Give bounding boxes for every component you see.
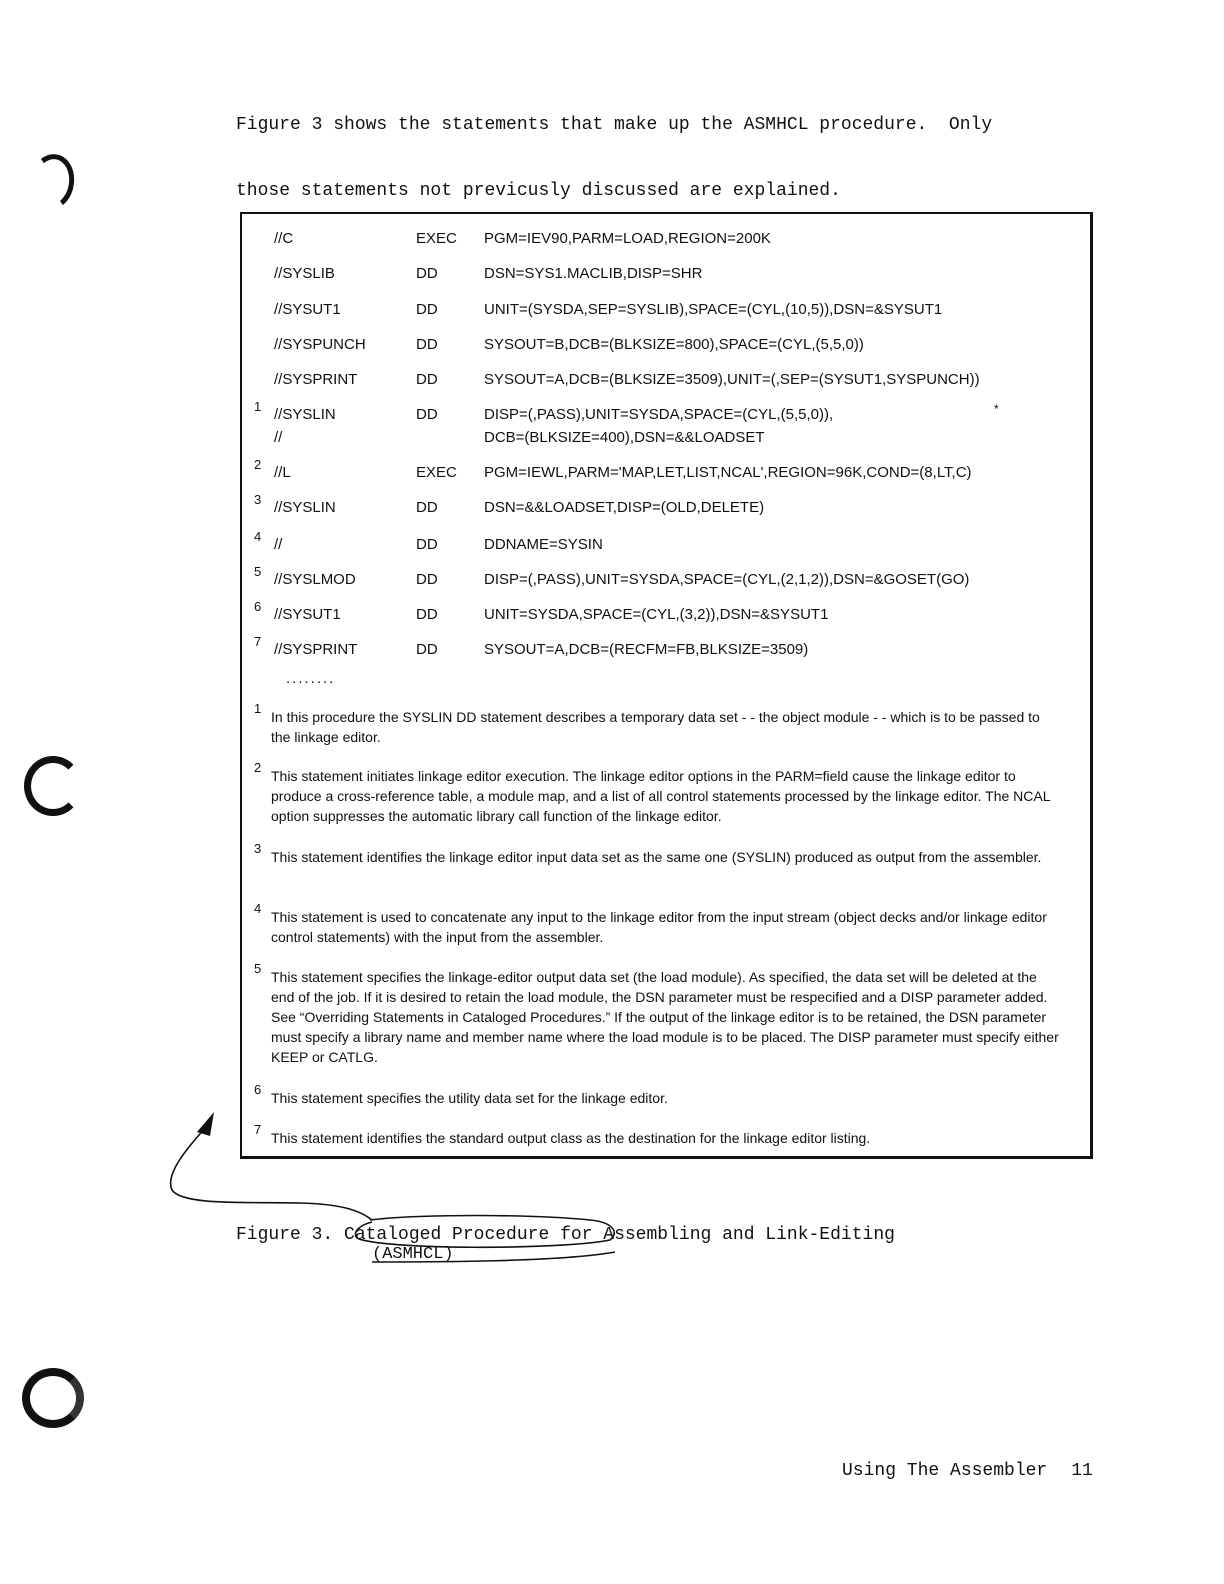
intro-paragraph [236,70,1096,224]
jcl-operation: DD [416,641,438,658]
jcl-line-number: 7 [254,634,262,649]
jcl-line [242,634,1090,660]
punch-hole-icon [25,151,78,214]
jcl-operands: DDNAME=SYSIN [484,536,603,553]
caption-text: Cataloged Procedure for Assembling and Link-Editing [344,1225,895,1245]
caption-label: Figure 3. [236,1225,334,1245]
continuation-mark: * [994,402,999,416]
intro-line-1: Figure 3 shows the statements that make up the ASMHCL procedure. Only [236,115,993,135]
jcl-operation: EXEC [416,230,457,247]
jcl-line [242,335,1090,355]
page-number: 11 [1071,1461,1093,1481]
jcl-line-number: 4 [254,529,262,544]
footnote-number: 5 [254,961,262,976]
figure-box [240,212,1093,1159]
jcl-operation: EXEC [416,464,457,481]
jcl-operation: DD [416,571,438,588]
jcl-operands: DISP=(,PASS),UNIT=SYSDA,SPACE=(CYL,(2,1,2)),DSN=&GOSET(GO) [484,571,970,588]
jcl-operation: DD [416,265,438,282]
footnote-number: 6 [254,1082,262,1097]
footnote-text: This statement specifies the linkage-editor output data set (the load module). As specified, the data set will be deleted at the end of the job. If it is desired to retain the load module, the DSN parameter must be respecified and a DISP parameter added. See “Overriding Statements in Cataloged Procedures.” If the output of the linkage editor is to be retained, the DSN parameter must specify a library name and member name where the load module is to be placed. The DISP parameter must specify either KEEP or CATLG. [271,969,1059,1065]
footnote-number: 1 [254,701,262,716]
page-footer [842,1460,1093,1482]
jcl-operands: DISP=(,PASS),UNIT=SYSDA,SPACE=(CYL,(5,5,0)), [484,406,834,423]
jcl-name: //SYSUT1 [274,301,341,318]
jcl-name: //SYSLIB [274,265,335,282]
jcl-line [242,399,1090,425]
jcl-operation: DD [416,336,438,353]
jcl-line-number: 6 [254,599,262,614]
jcl-operands: DSN=&&LOADSET,DISP=(OLD,DELETE) [484,499,765,516]
jcl-operands: SYSOUT=A,DCB=(RECFM=FB,BLKSIZE=3509) [484,641,809,658]
jcl-line [242,457,1090,483]
footnote-text: This statement identifies the standard output class as the destination for the linkage editor listing. [271,1130,871,1146]
jcl-name: // [274,429,283,446]
jcl-name: //C [274,230,294,247]
jcl-line [242,529,1090,555]
jcl-operands: SYSOUT=A,DCB=(BLKSIZE=3509),UNIT=(,SEP=(SYSUT1,SYSPUNCH)) [484,371,980,388]
jcl-name: //SYSLIN [274,406,336,423]
jcl-line [242,428,1090,448]
footnote-number: 2 [254,760,262,775]
jcl-operands: SYSOUT=B,DCB=(BLKSIZE=800),SPACE=(CYL,(5,5,0)) [484,336,864,353]
jcl-line-number: 2 [254,457,262,472]
jcl-name: //SYSLMOD [274,571,356,588]
footnote-text: This statement is used to concatenate any input to the linkage editor from the input stream (object decks and/or linkage editor control statements) with the input from the assembler. [271,909,1047,945]
footer-title: Using The Assembler [842,1461,1048,1481]
jcl-line-number: 3 [254,492,262,507]
jcl-line [242,264,1090,284]
jcl-line [242,229,1090,249]
jcl-operation: DD [416,606,438,623]
footnote-text: This statement initiates linkage editor execution. The linkage editor options in the PARM=field cause the linkage editor to produce a cross-reference table, a module map, and a list of all control statements processed by the linkage editor. The NCAL option suppresses the automatic library call function of the linkage editor. [271,768,1050,824]
jcl-operands: PGM=IEV90,PARM=LOAD,REGION=200K [484,230,771,247]
jcl-line [242,492,1090,518]
jcl-name: //L [274,464,291,481]
caption-subtitle: (ASMHCL) [372,1245,454,1264]
footnote-text: This statement specifies the utility data set for the linkage editor. [271,1090,668,1106]
jcl-name: //SYSPRINT [274,371,358,388]
punch-hole-icon [24,756,82,816]
jcl-operation: DD [416,371,438,388]
jcl-operation: DD [416,499,438,516]
jcl-operation: DD [416,536,438,553]
punch-hole-icon [22,1368,84,1428]
jcl-operands: DSN=SYS1.MACLIB,DISP=SHR [484,265,703,282]
jcl-name: //SYSPUNCH [274,336,366,353]
footnote-number: 3 [254,841,262,856]
jcl-line [242,564,1090,590]
footnote-text: In this procedure the SYSLIN DD statement describes a temporary data set - - the object module - - which is to be passed to the linkage editor. [271,709,1040,745]
intro-line-2: those statements not previcusly discussed are explained. [236,181,841,201]
jcl-line [242,300,1090,320]
jcl-operation: DD [416,301,438,318]
jcl-operands: UNIT=(SYSDA,SEP=SYSLIB),SPACE=(CYL,(10,5)),DSN=&SYSUT1 [484,301,943,318]
jcl-operands: UNIT=SYSDA,SPACE=(CYL,(3,2)),DSN=&SYSUT1 [484,606,829,623]
jcl-line [242,370,1090,390]
jcl-name: //SYSUT1 [274,606,341,623]
jcl-line [242,599,1090,625]
jcl-name: //SYSPRINT [274,641,358,658]
footnote-number: 4 [254,901,262,916]
jcl-operation: DD [416,406,438,423]
jcl-operands: DCB=(BLKSIZE=400),DSN=&&LOADSET [484,429,765,446]
jcl-line-number: 1 [254,399,262,414]
jcl-operands: PGM=IEWL,PARM='MAP,LET,LIST,NCAL',REGION=96K,COND=(8,LT,C) [484,464,972,481]
footnote-number: 7 [254,1122,262,1137]
footnote-text: This statement identifies the linkage editor input data set as the same one (SYSLIN) produced as output from the assembler. [271,849,1042,865]
figure-caption [236,1224,895,1246]
jcl-name: //SYSLIN [274,499,336,516]
jcl-line-number: 5 [254,564,262,579]
continuation-dots: ........ [286,670,336,687]
jcl-name: // [274,536,283,553]
